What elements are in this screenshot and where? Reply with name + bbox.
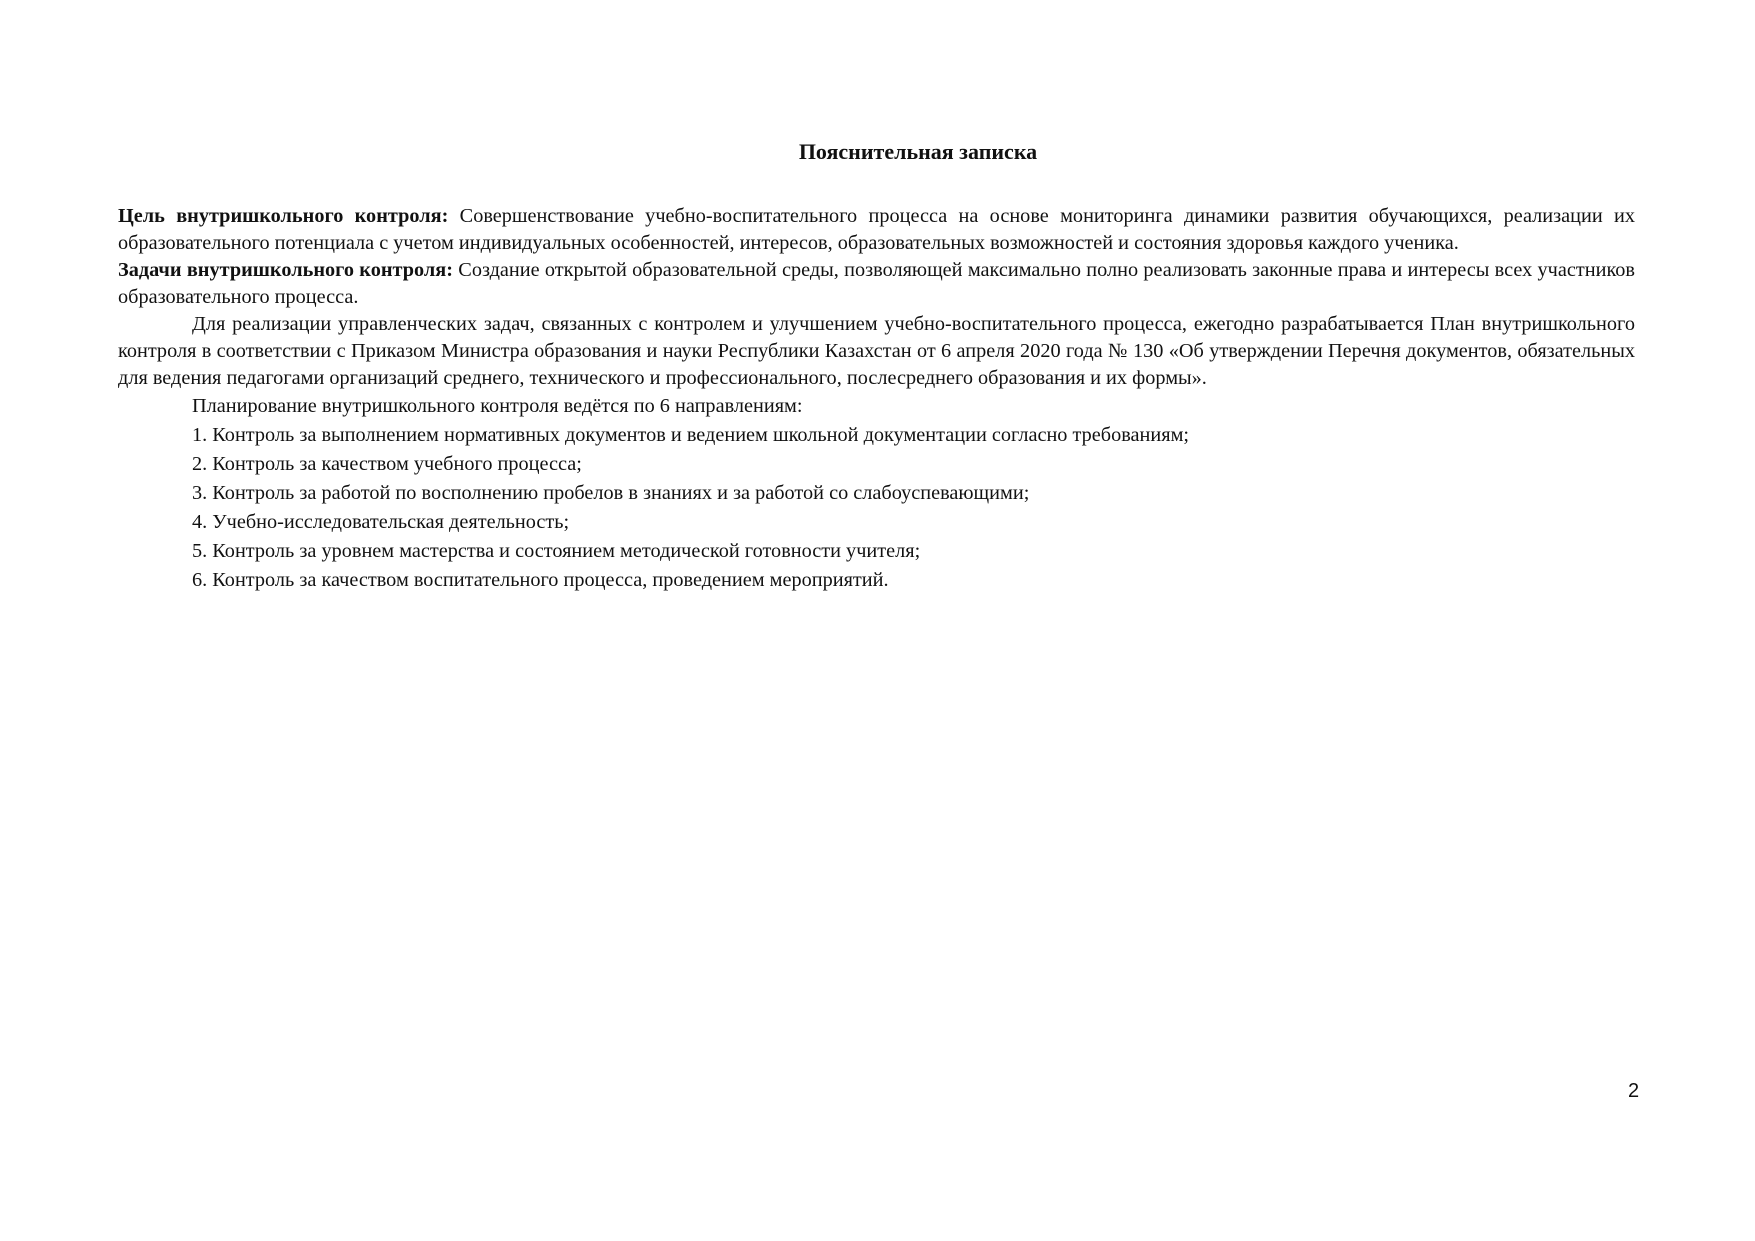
list-item: 3. Контроль за работой по восполнению пробелов в знаниях и за работой со слабоуспевающими; bbox=[192, 482, 1030, 504]
tasks-paragraph bbox=[118, 257, 1635, 311]
list-item: 1. Контроль за выполнением нормативных документов и ведением школьной документации согласно требованиям; bbox=[192, 424, 1190, 446]
document-body bbox=[118, 203, 1635, 595]
directions-intro: Планирование внутришкольного контроля ведётся по 6 направлениям: bbox=[192, 395, 803, 417]
list-item: 2. Контроль за качеством учебного процесса; bbox=[192, 453, 582, 475]
list-item: 4. Учебно-исследовательская деятельность; bbox=[192, 511, 570, 533]
directions-list bbox=[118, 421, 1635, 595]
page-title: Пояснительная записка bbox=[798, 139, 1038, 164]
goal-text: Совершенствование учебно-воспитательного процесса на основе мониторинга динамики развития обучающихся, реализации их образовательного потенциала с учетом индивидуальных особенностей, интересов, образовательных возможностей и состояния здоровья каждого ученика. bbox=[118, 205, 1636, 254]
page-number: 2 bbox=[1628, 1080, 1640, 1102]
goal-paragraph bbox=[118, 203, 1635, 257]
list-item: 5. Контроль за уровнем мастерства и состоянием методической готовности учителя; bbox=[192, 540, 921, 562]
plan-paragraph: Для реализации управленческих задач, связанных с контролем и улучшением учебно-воспитательного процесса, ежегодно разрабатывается План внутришкольного контроля в соответствии с Приказом Министра образования и науки Республики Казахстан от 6 апреля 2020 года № 130 «Об утверждении Перечня документов, обязательных для ведения педагогами организаций среднего, технического и профессионального, послесреднего образования и их формы». bbox=[118, 313, 1635, 389]
tasks-text: Создание открытой образовательной среды, позволяющей максимально полно реализовать законные права и интересы всех участников образовательного процесса. bbox=[118, 259, 1635, 308]
tasks-label: Задачи внутришкольного контроля: bbox=[118, 259, 453, 281]
goal-label: Цель внутришкольного контроля: bbox=[118, 205, 449, 227]
list-item: 6. Контроль за качеством воспитательного процесса, проведением мероприятий. bbox=[192, 569, 889, 591]
